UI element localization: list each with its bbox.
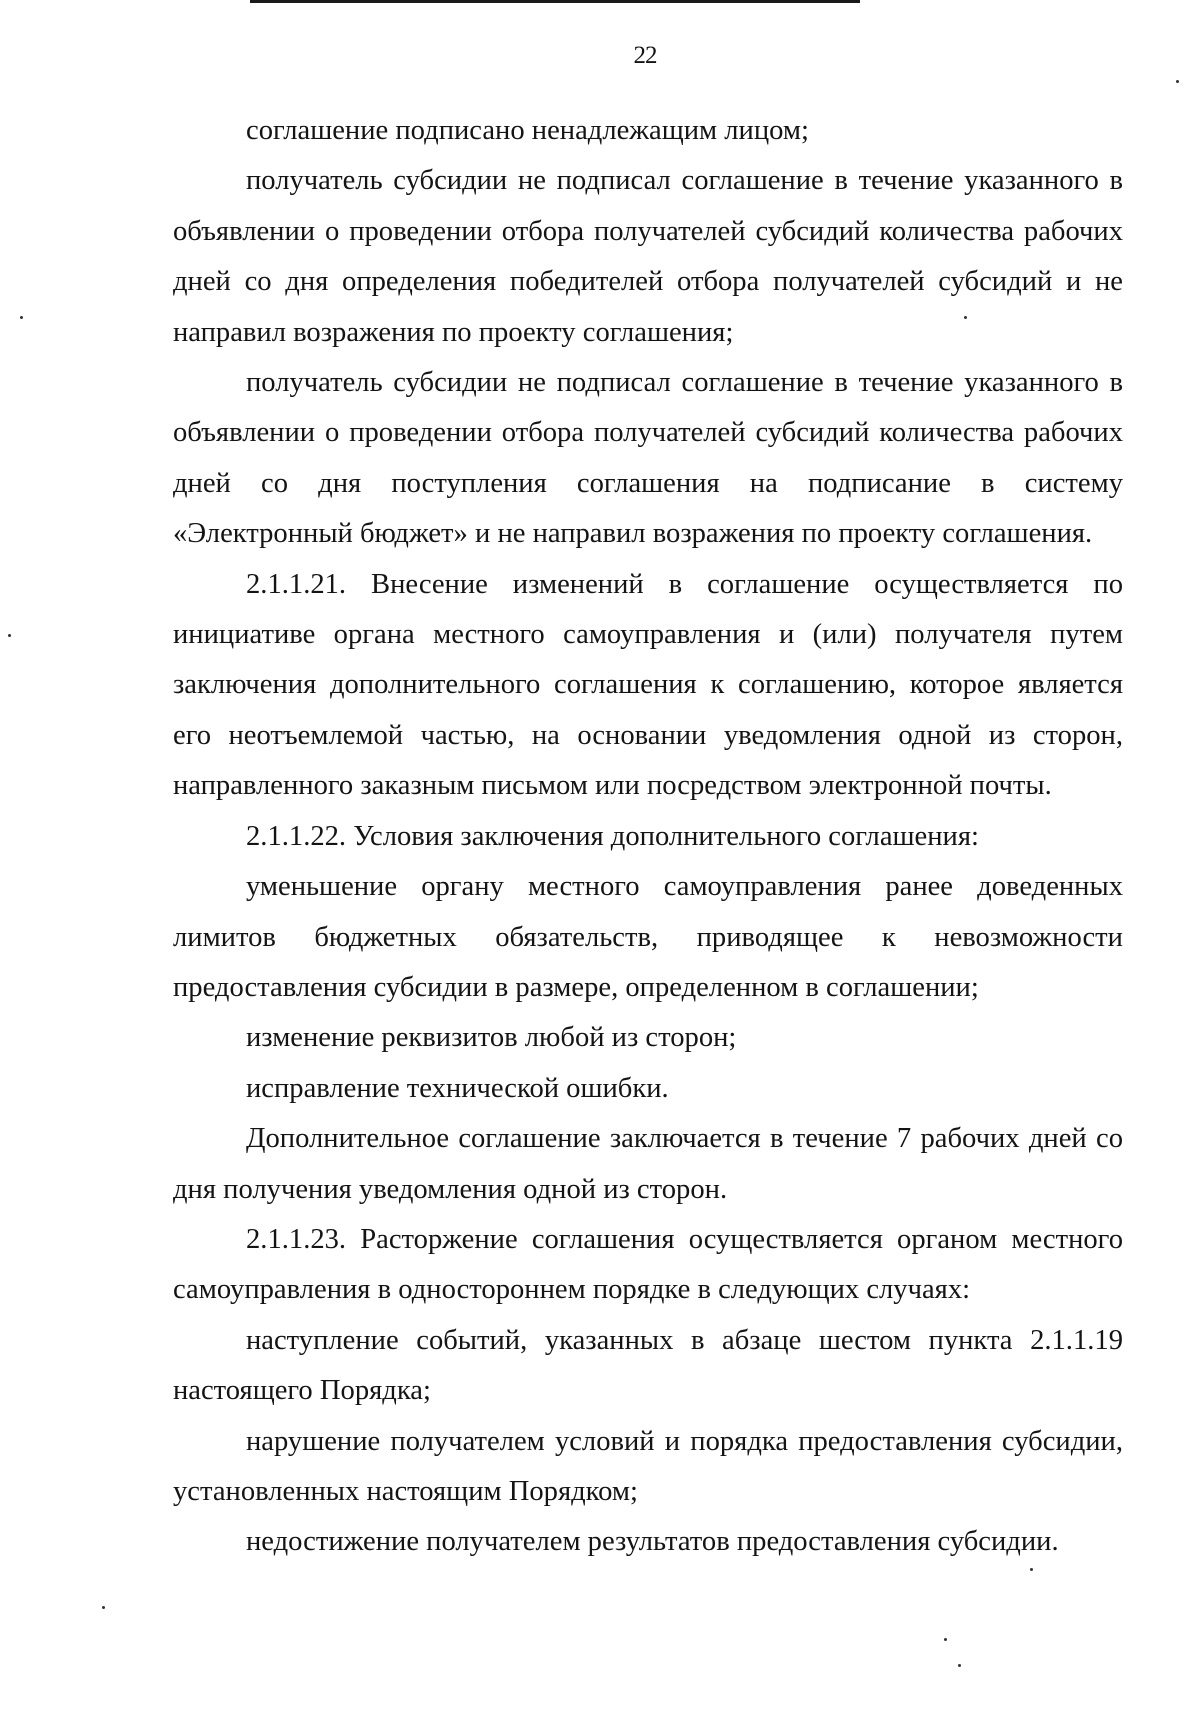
scan-speck: [964, 316, 967, 319]
top-edge-rule: [250, 0, 860, 3]
paragraph-improper-signatory: соглашение подписано ненадлежащим лицом;: [246, 115, 809, 146]
paragraph-2-1-1-23-termination: 2.1.1.23. Расторжение соглашения осуществляется органом местного самоуправления в одностороннем порядке в следующих случаях:: [173, 1223, 1123, 1306]
paragraph-2-1-1-22-heading: 2.1.1.22. Условия заключения дополнительного соглашения:: [246, 820, 979, 852]
paragraph-2-1-1-21-amendments: 2.1.1.21. Внесение изменений в соглашение осуществляется по инициативе органа местного самоуправления и (или) получателя путем заключения дополнительного соглашения к соглашению, которое является его неотъемлемой частью, на основании уведомления одной из сторон, направленного заказным письмом или посредством электронной почты.: [173, 568, 1123, 802]
scan-speck: [958, 1664, 961, 1667]
scan-speck: [102, 1606, 105, 1609]
paragraph-conditions-violation: нарушение получателем условий и порядка предоставления субсидии, установленных настоящим Порядком;: [173, 1425, 1123, 1507]
paragraph-not-signed-after-electronic-budget: получатель субсидии не подписал соглашение в течение указанного в объявлении о проведении отбора получателей субсидий количества рабочих дней со дня поступления соглашения на подписание в систему «Электронный бюджет» и не направил возражения по проекту соглашения.: [173, 367, 1123, 550]
paragraph-results-not-achieved: недостижение получателем результатов предоставления субсидии.: [246, 1526, 1059, 1558]
paragraph-not-signed-after-winner-determination: получатель субсидии не подписал соглашение в течение указанного в объявлении о проведении отбора получателей субсидий количества рабочих дней со дня определения победителей отбора получателей субсидий и не направил возражения по проекту соглашения;: [173, 165, 1123, 348]
paragraph-technical-error: исправление технической ошибки.: [246, 1072, 669, 1104]
document-body: [173, 106, 1123, 1568]
scan-speck: [1176, 80, 1179, 83]
paragraph-limits-reduction: уменьшение органу местного самоуправления ранее доведенных лимитов бюджетных обязательств, приводящее к невозможности предоставления субсидии в размере, определенном в соглашении;: [173, 871, 1123, 1003]
paragraph-events-reference: наступление событий, указанных в абзаце шестом пункта 2.1.1.19 настоящего Порядка;: [173, 1324, 1123, 1407]
scan-speck: [8, 634, 11, 637]
scan-speck: [1030, 1568, 1033, 1571]
scan-speck: [944, 1638, 947, 1641]
scan-speck: [20, 316, 23, 319]
paragraph-additional-agreement-term: Дополнительное соглашение заключается в течение 7 рабочих дней со дня получения уведомления одной из сторон.: [173, 1123, 1123, 1205]
paragraph-requisites-change: изменение реквизитов любой из сторон;: [246, 1022, 737, 1054]
page-number: 22: [633, 42, 657, 69]
